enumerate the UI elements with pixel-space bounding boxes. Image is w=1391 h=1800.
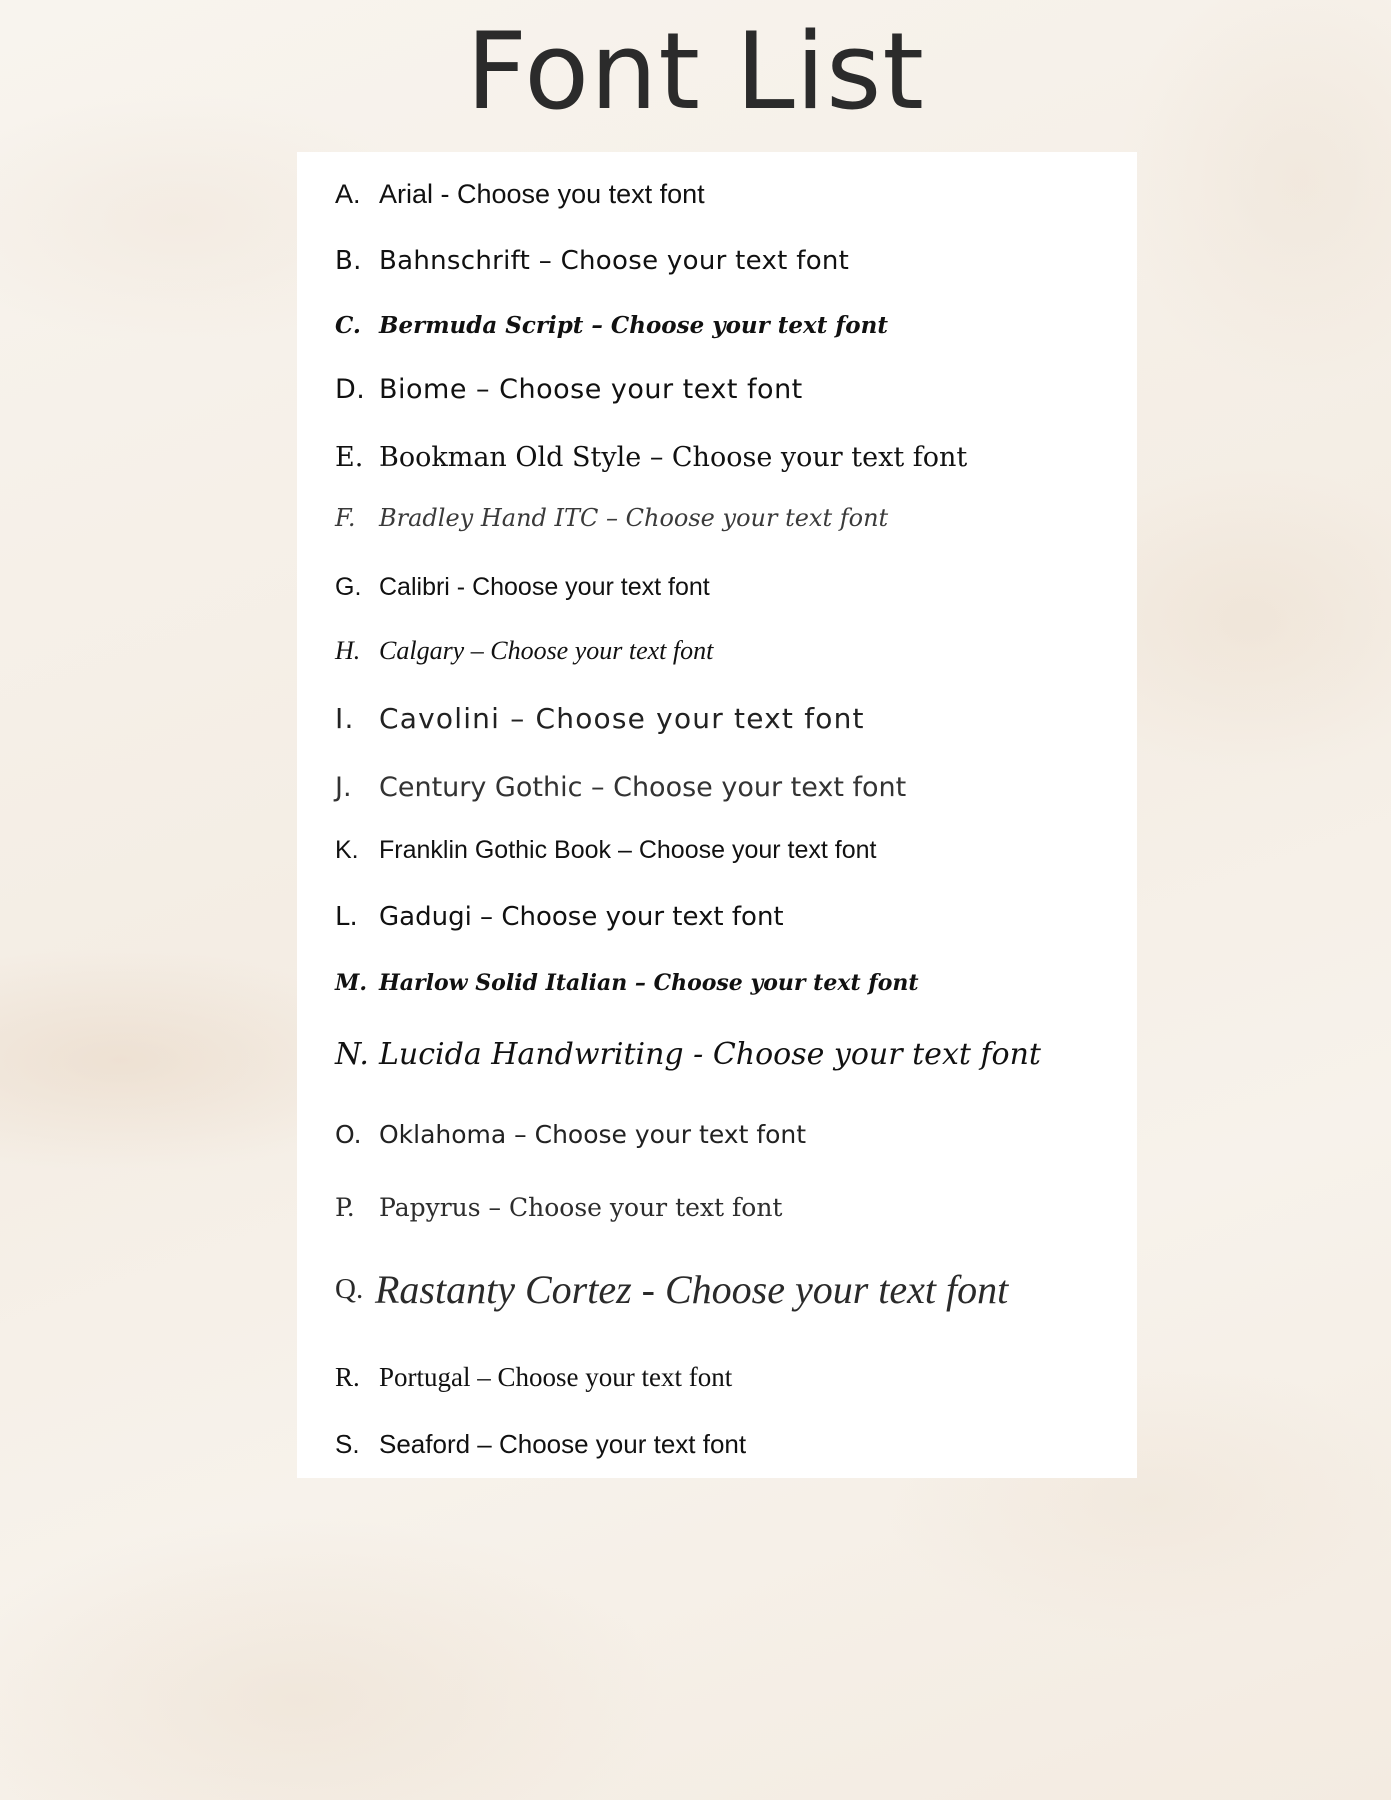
- list-item-biome: [335, 364, 1125, 414]
- list-marker: C.: [335, 311, 361, 339]
- list-item-bermuda-script: [335, 300, 1125, 350]
- font-sample-text: Bookman Old Style – Choose your text font: [379, 441, 968, 473]
- font-sample-text: Calibri - Choose your text font: [379, 572, 710, 601]
- font-sample-text: Oklahoma – Choose your text font: [379, 1119, 807, 1149]
- list-item-portugal: [335, 1352, 1125, 1402]
- list-item-rastanty-cortez: [335, 1259, 1125, 1319]
- list-item-franklin-gothic-book: [335, 825, 1125, 875]
- font-sample-text: Portugal – Choose your text font: [379, 1361, 733, 1392]
- list-marker: S.: [335, 1428, 360, 1459]
- font-sample-text: Arial - Choose you text font: [379, 178, 705, 209]
- font-sample-text: Bermuda Script – Choose your text font: [379, 311, 888, 339]
- list-marker: E.: [335, 441, 364, 473]
- page-title: Font List: [466, 10, 925, 133]
- list-item-papyrus: [335, 1182, 1125, 1232]
- font-sample-text: Gadugi – Choose your text font: [379, 902, 784, 932]
- list-marker: N.: [335, 1036, 369, 1072]
- list-marker: B.: [335, 246, 362, 276]
- list-marker: L.: [335, 902, 358, 932]
- font-sample-text: Harlow Solid Italian – Choose your text font: [379, 970, 919, 996]
- list-item-cavolini: [335, 693, 1125, 743]
- list-item-bahnschrift: [335, 236, 1125, 286]
- list-marker: G.: [335, 572, 362, 601]
- font-list: [297, 152, 1137, 1478]
- font-sample-text: Lucida Handwriting - Choose your text font: [379, 1036, 1041, 1072]
- list-marker: R.: [335, 1361, 360, 1392]
- list-marker: I.: [335, 701, 355, 735]
- list-item-seaford: [335, 1419, 1125, 1469]
- list-item-harlow-solid-italian: [335, 958, 1125, 1008]
- list-item-gadugi: [335, 892, 1125, 942]
- font-sample-text: Biome – Choose your text font: [379, 373, 803, 405]
- list-item-bradley-hand: [335, 493, 1125, 543]
- font-sample-text: Papyrus – Choose your text font: [379, 1192, 783, 1222]
- list-item-calgary: [335, 626, 1125, 676]
- list-item-lucida-handwriting: [335, 1029, 1125, 1079]
- list-item-oklahoma: [335, 1109, 1125, 1159]
- list-marker: J.: [335, 771, 352, 803]
- list-marker: H.: [335, 636, 361, 665]
- list-marker: Q.: [335, 1272, 364, 1305]
- list-marker: M.: [335, 970, 368, 996]
- list-marker: F.: [335, 504, 356, 532]
- list-marker: D.: [335, 373, 366, 405]
- font-sample-text: Rastanty Cortez - Choose your text font: [375, 1266, 1009, 1312]
- list-marker: P.: [335, 1192, 355, 1222]
- list-marker: O.: [335, 1119, 362, 1149]
- font-sample-text: Bahnschrift – Choose your text font: [379, 246, 850, 276]
- font-sample-text: Franklin Gothic Book – Choose your text font: [379, 835, 877, 864]
- font-sample-text: Century Gothic – Choose your text font: [379, 771, 907, 803]
- font-list-sheet: [297, 152, 1137, 1478]
- font-sample-text: Seaford – Choose your text font: [379, 1428, 747, 1459]
- list-item-bookman-old-style: [335, 432, 1125, 482]
- list-marker: K.: [335, 835, 359, 864]
- list-item-calibri: [335, 562, 1125, 612]
- font-sample-text: Calgary – Choose your text font: [379, 636, 714, 665]
- font-sample-text: Cavolini – Choose your text font: [379, 701, 865, 735]
- list-marker: A.: [335, 178, 361, 209]
- list-item-century-gothic: [335, 762, 1125, 812]
- font-sample-text: Bradley Hand ITC – Choose your text font: [379, 504, 889, 532]
- list-item-arial: [335, 169, 1125, 219]
